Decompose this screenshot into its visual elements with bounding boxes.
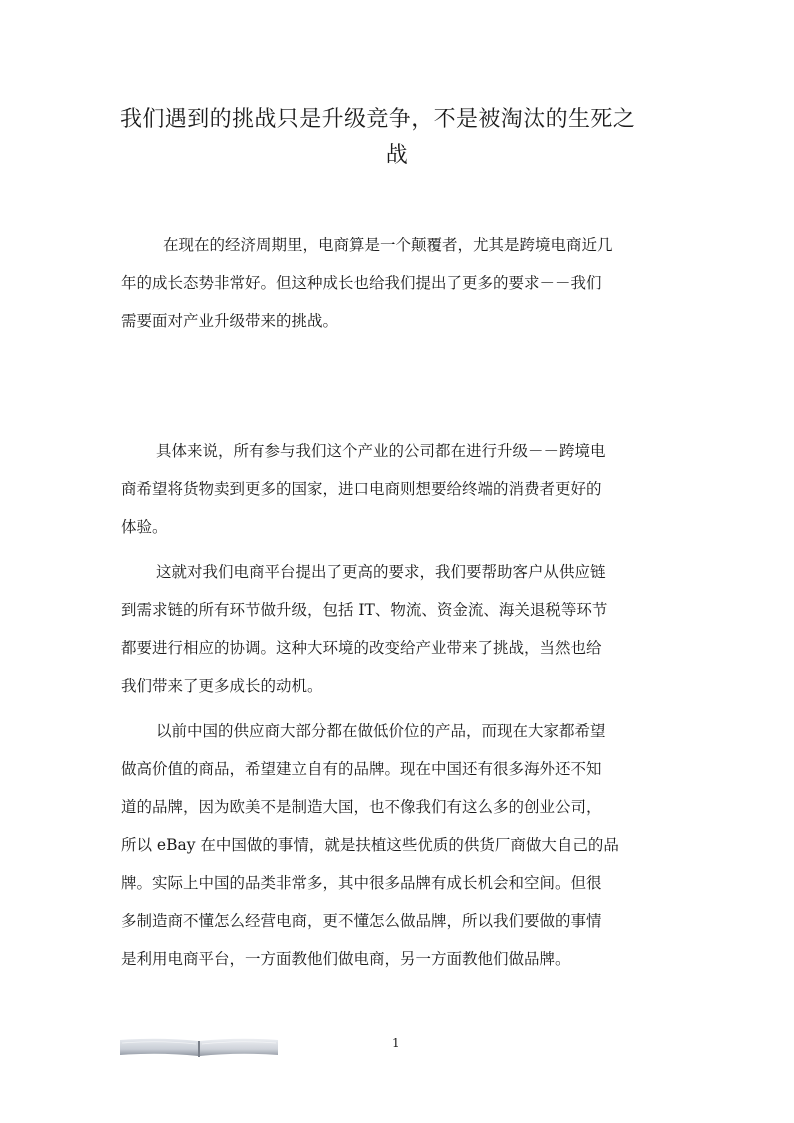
paragraph-2 [121,432,661,546]
paragraph-3 [121,553,661,705]
paragraph-line: 以前中国的供应商大部分都在做低价位的产品，而现在大家都希望 [156,722,606,740]
paragraph-line: 是利用电商平台，一方面教他们做电商，另一方面教他们做品牌。 [121,950,571,968]
document-title [120,102,674,174]
paragraph-1 [121,226,661,340]
paragraph-line: 多制造商不懂怎么经营电商，更不懂怎么做品牌，所以我们要做的事情 [121,912,602,930]
title-line-2: 战 [385,143,409,168]
paragraph-line: 在现在的经济周期里，电商算是一个颠覆者，尤其是跨境电商近几 [163,236,613,254]
paragraph-line: 体验。 [121,518,168,536]
paragraph-line: 具体来说，所有参与我们这个产业的公司都在进行升级－－跨境电 [156,442,606,460]
paragraph-line: 做高价值的商品，希望建立自有的品牌。现在中国还有很多海外还不知 [121,760,602,778]
paragraph-line: 需要面对产业升级带来的挑战。 [121,312,339,330]
paragraph-line: 牌。实际上中国的品类非常多，其中很多品牌有成长机会和空间。但很 [121,874,602,892]
title-line-1: 我们遇到的挑战只是升级竞争，不是被淘汰的生死之 [120,107,636,132]
paragraph-line: 这就对我们电商平台提出了更高的要求，我们要帮助客户从供应链 [156,563,606,581]
page-number: 1 [392,1036,400,1050]
paragraph-line: 都要进行相应的协调。这种大环境的改变给产业带来了挑战，当然也给 [121,639,602,657]
paragraph-line: 道的品牌，因为欧美不是制造大国，也不像我们有这么多的创业公司， [121,798,602,816]
open-book-icon [120,1036,278,1057]
paragraph-line: 我们带来了更多成长的动机。 [121,677,323,695]
paragraph-line: 到需求链的所有环节做升级，包括 IT、物流、资金流、海关退税等环节 [121,601,608,619]
paragraph-4 [121,712,661,978]
paragraph-line: 年的成长态势非常好。但这种成长也给我们提出了更多的要求－－我们 [121,274,602,292]
paragraph-line: 商希望将货物卖到更多的国家，进口电商则想要给终端的消费者更好的 [121,480,602,498]
paragraph-line: 所以 eBay 在中国做的事情，就是扶植这些优质的供货厂商做大自己的品 [121,836,619,854]
